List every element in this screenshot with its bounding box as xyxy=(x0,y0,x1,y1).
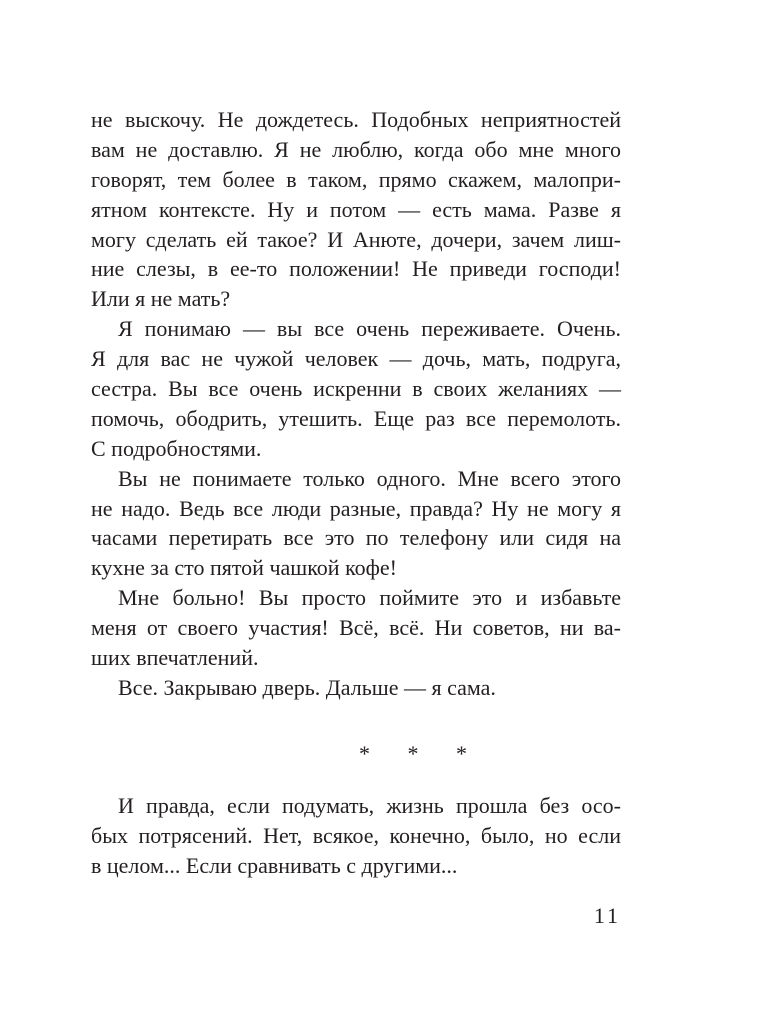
text-line: Или я не мать? xyxy=(91,286,231,312)
text-line: Я понимаю — вы все очень переживаете. Очень. xyxy=(118,316,621,342)
text-line: не выскочу. Не дождетесь. Подобных неприятностей xyxy=(91,107,621,132)
text-line: Я для вас не чужой человек — дочь, мать, подруга, xyxy=(91,346,621,372)
text-line: не надо. Ведь все люди разные, правда? Ну не могу я xyxy=(91,495,621,521)
text-line: бых потрясений. Нет, всякое, конечно, было, но если xyxy=(91,822,621,848)
page-number: 11 xyxy=(593,903,621,928)
text-line: в целом... Если сравнивать с другими... xyxy=(91,852,458,878)
text-line: ших впечатлений. xyxy=(91,645,259,671)
text-line: ние слезы, в ее-то положении! Не приведи господи! xyxy=(91,256,621,282)
text-line: С подробностями. xyxy=(91,435,262,461)
text-line: сестра. Вы все очень искренни в своих желаниях — xyxy=(91,376,621,402)
text-line: часами перетирать все это по телефону или сидя на xyxy=(91,525,621,551)
body-text-continued xyxy=(91,791,621,881)
section-separator: * * * xyxy=(359,741,483,766)
text-line: кухне за сто пятой чашкой кофе! xyxy=(91,555,397,581)
body-text xyxy=(91,105,621,703)
text-line: Все. Закрываю дверь. Дальше — я сама. xyxy=(118,674,496,700)
text-line: Вы не понимаете только одного. Мне всего этого xyxy=(118,465,621,491)
text-line: вам не доставлю. Я не люблю, когда обо мне много xyxy=(91,136,621,162)
text-line: ятном контексте. Ну и потом — есть мама. Разве я xyxy=(91,196,621,222)
text-line: И правда, если подумать, жизнь прошла без осо- xyxy=(118,793,621,818)
text-line: Мне больно! Вы просто поймите это и избавьте xyxy=(118,585,621,611)
text-line: помочь, ободрить, утешить. Еще раз все перемолоть. xyxy=(91,405,621,431)
text-line: меня от своего участия! Всё, всё. Ни советов, ни ва- xyxy=(91,615,621,641)
text-line: говорят, тем более в таком, прямо скажем, малопри- xyxy=(91,166,621,192)
text-line: могу сделать ей такое? И Анюте, дочери, зачем лиш- xyxy=(91,226,621,252)
